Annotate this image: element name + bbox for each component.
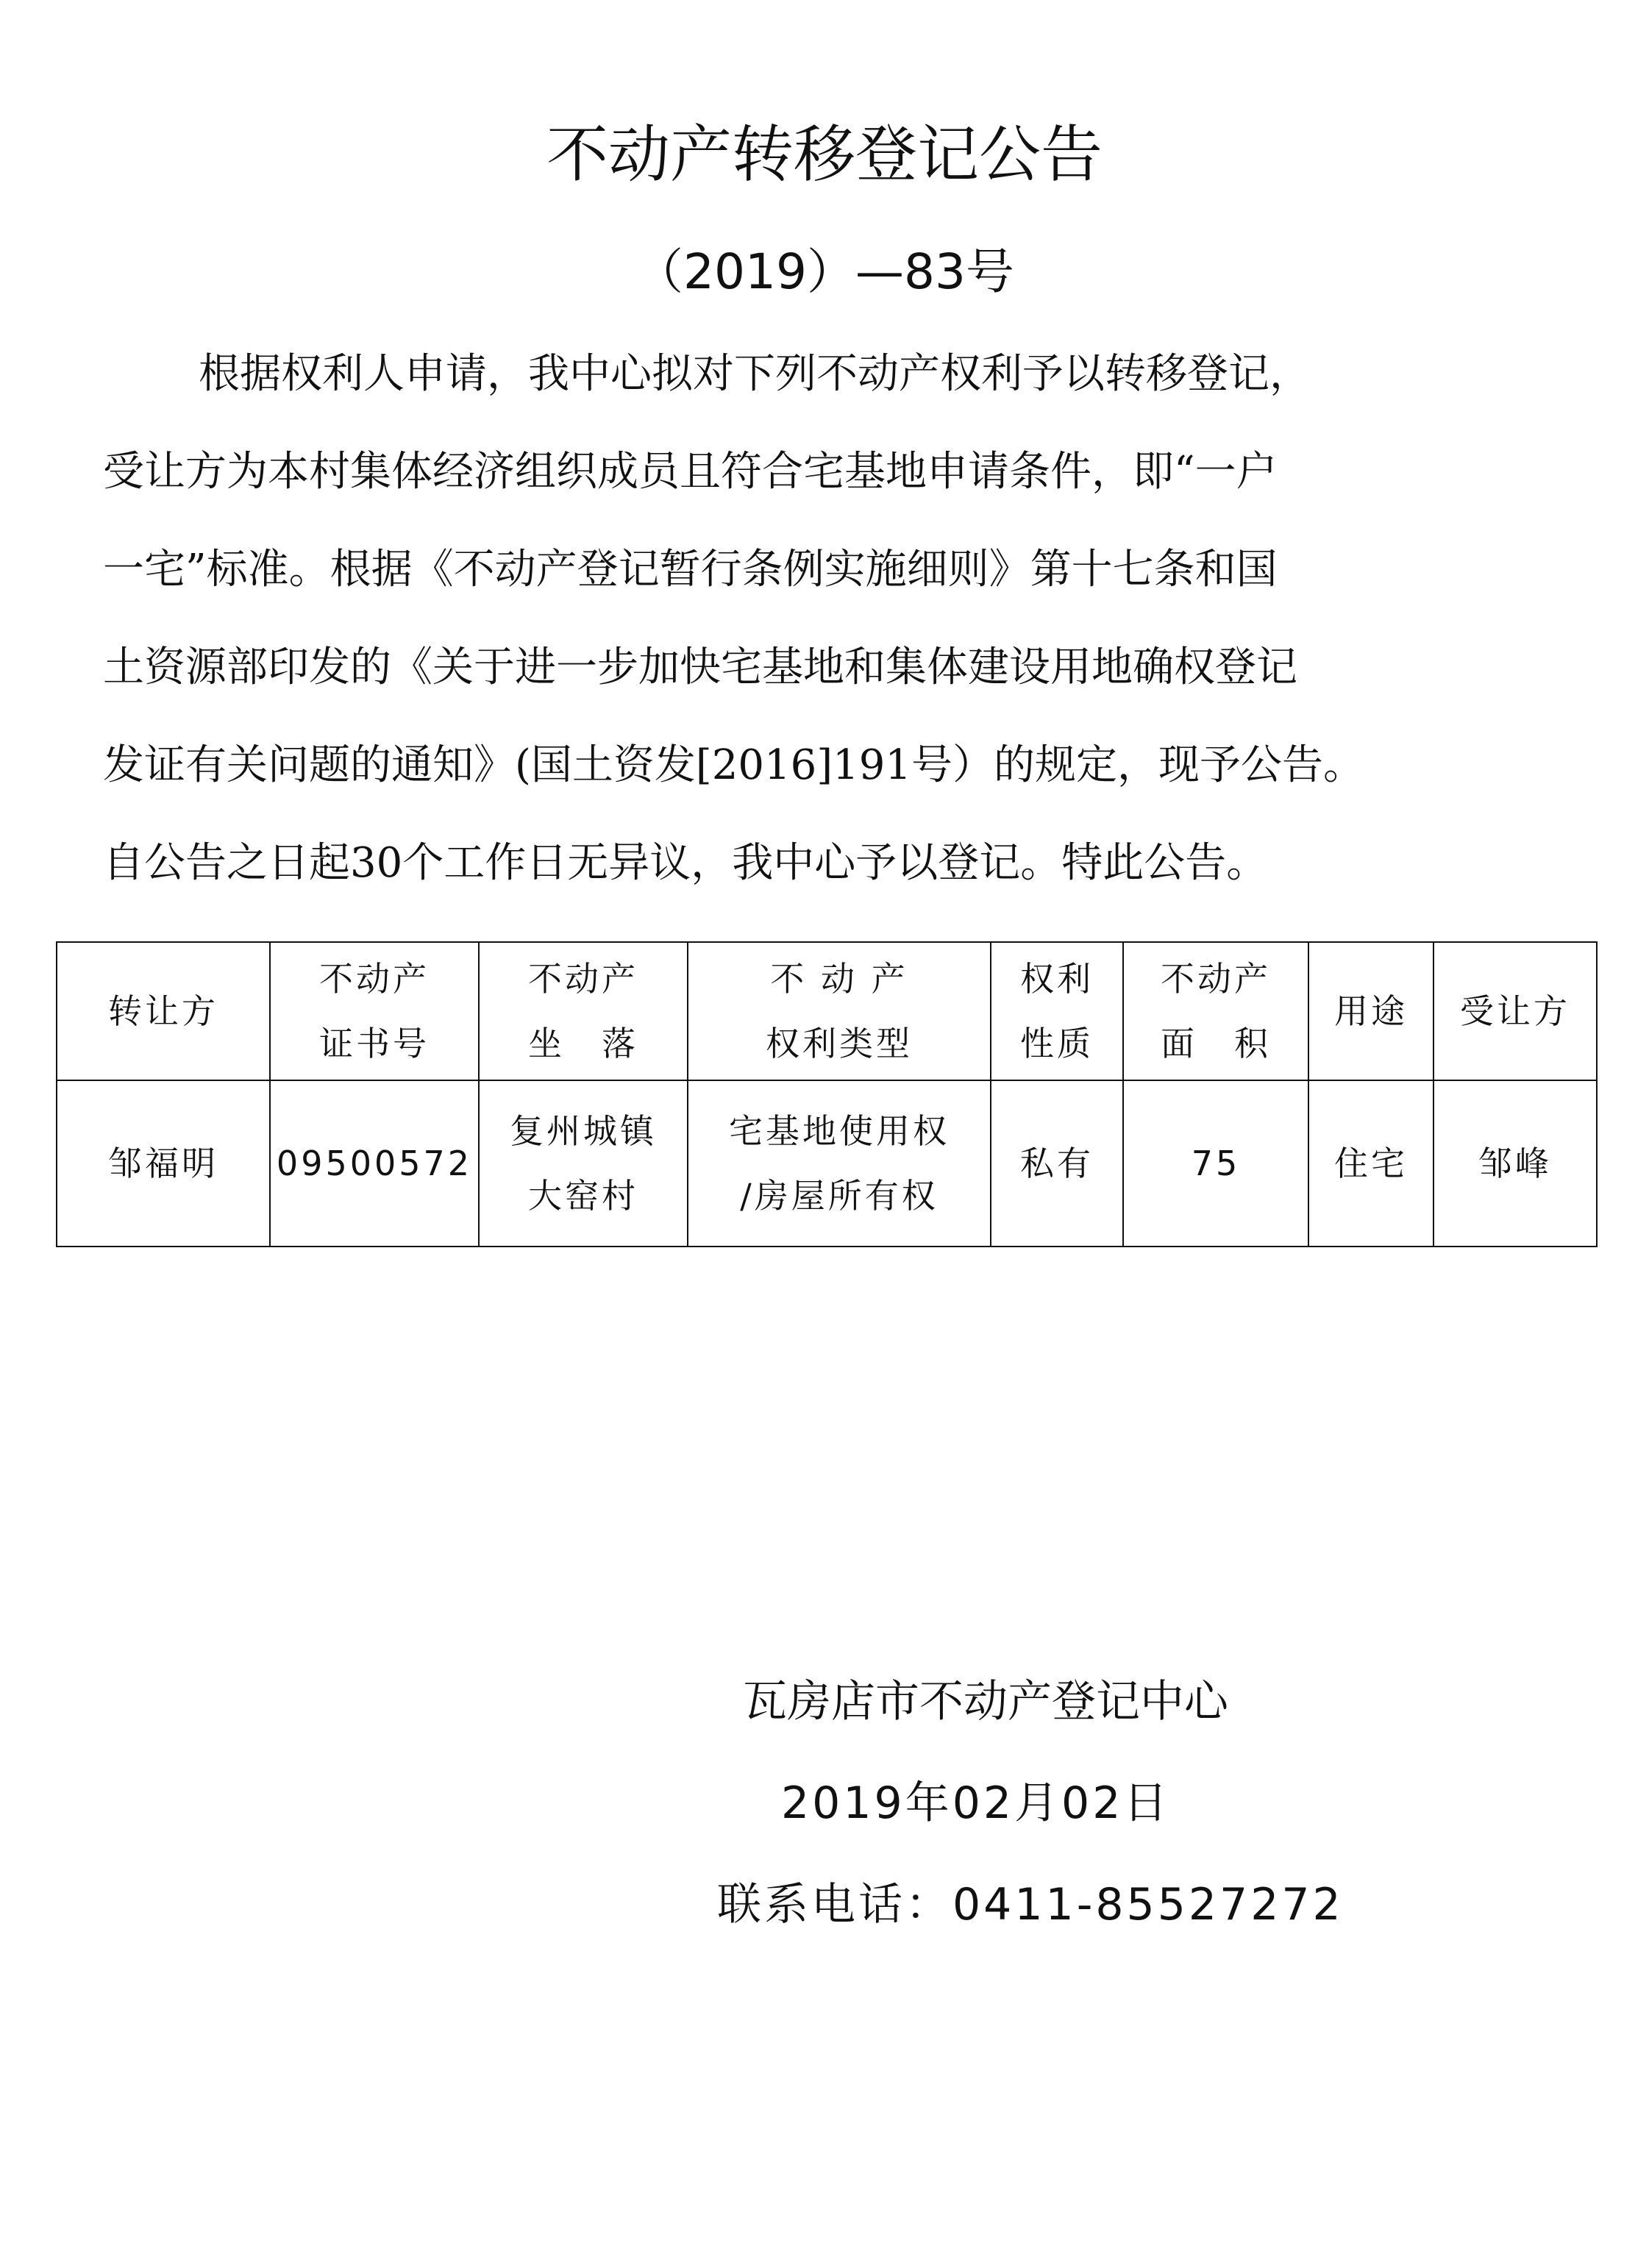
table-row: [57, 1080, 1597, 1247]
body-line-4: 土资源部印发的《关于进一步加快宅基地和集体建设用地确权登记: [103, 643, 1297, 691]
cell-location: 复州城镇 大窑村: [479, 1080, 688, 1247]
header-transferor: 转让方: [57, 942, 270, 1080]
issuing-organization: 瓦房店市不动产登记中心: [743, 1676, 1228, 1727]
table-header-row: [57, 942, 1597, 1080]
cell-transferor: 邹福明: [57, 1080, 270, 1247]
registration-table: [56, 941, 1598, 1247]
notice-body: [103, 325, 1563, 912]
body-line-5: 发证有关问题的通知》(国土资发[2016]191号）的规定，现予公告。: [103, 741, 1364, 789]
cell-certificate-no: 09500572: [270, 1080, 479, 1247]
body-line-2: 受让方为本村集体经济组织成员且符合宅基地申请条件，即“一户: [103, 448, 1278, 496]
cell-right-nature: 私有: [991, 1080, 1123, 1247]
cell-right-type: 宅基地使用权 /房屋所有权: [688, 1080, 991, 1247]
issue-date: 2019年02月02日: [781, 1777, 1171, 1829]
header-right-type: 不 动 产 权利类型: [688, 942, 991, 1080]
body-line-3: 一宅”标准。根据《不动产登记暂行条例实施细则》第十七条和国: [103, 546, 1278, 593]
header-certificate-no: 不动产 证书号: [270, 942, 479, 1080]
cell-transferee: 邹峰: [1433, 1080, 1597, 1247]
body-line-1: 根据权利人申请，我中心拟对下列不动产权利予以转移登记，: [199, 350, 1311, 398]
header-right-nature: 权利 性质: [991, 942, 1123, 1080]
cell-area: 75: [1123, 1080, 1308, 1247]
contact-phone: 联系电话：0411-85527272: [717, 1879, 1344, 1930]
header-area: 不动产 面 积: [1123, 942, 1308, 1080]
body-line-6: 自公告之日起30个工作日无异议，我中心予以登记。特此公告。: [103, 839, 1268, 887]
notice-title: 不动产转移登记公告: [546, 118, 1103, 190]
header-usage: 用途: [1308, 942, 1433, 1080]
header-transferee: 受让方: [1433, 942, 1597, 1080]
cell-usage: 住宅: [1308, 1080, 1433, 1247]
document-number: （2019）—83号: [635, 243, 1014, 300]
header-location: 不动产 坐 落: [479, 942, 688, 1080]
